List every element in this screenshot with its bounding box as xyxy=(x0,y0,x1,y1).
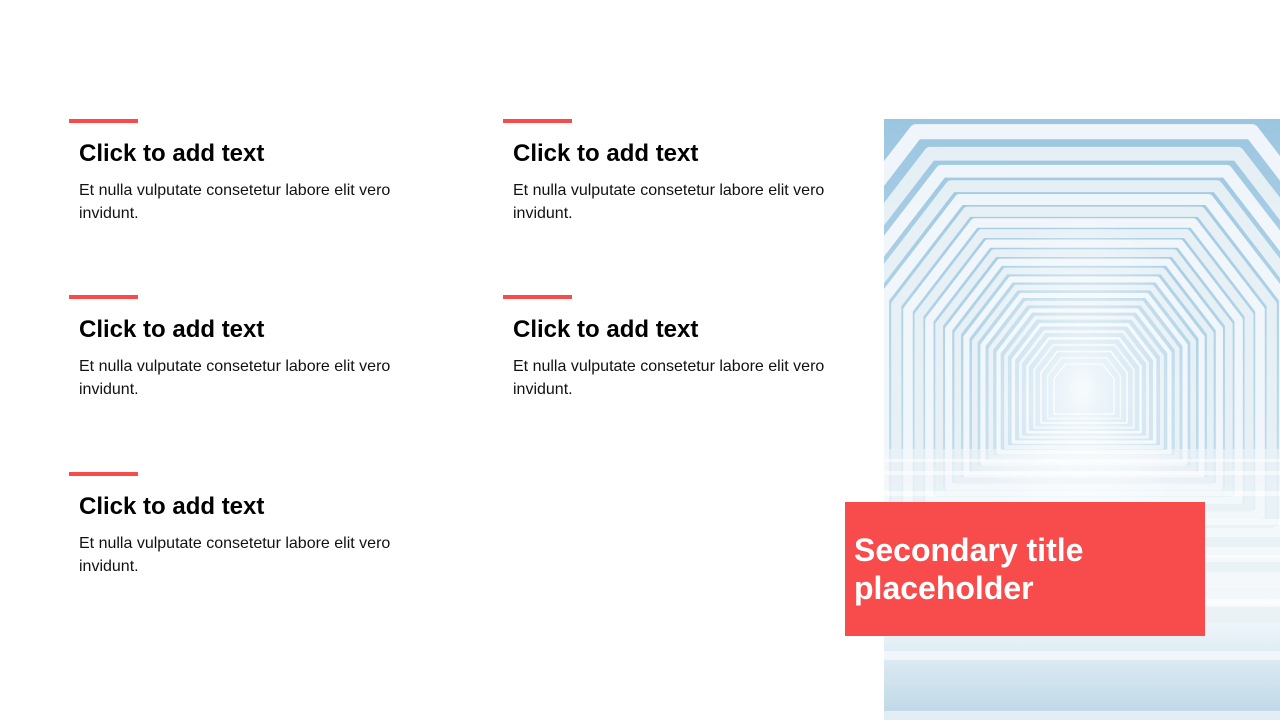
accent-bar xyxy=(69,295,138,299)
block-body[interactable]: Et nulla vulputate consetetur labore elit vero invidunt. xyxy=(513,358,825,398)
text-block-2[interactable] xyxy=(503,119,863,239)
text-block-5[interactable] xyxy=(69,472,429,592)
accent-bar xyxy=(503,119,572,123)
block-body[interactable]: Et nulla vulputate consetetur labore elit vero invidunt. xyxy=(79,535,391,575)
block-body[interactable]: Et nulla vulputate consetetur labore elit vero invidunt. xyxy=(79,182,391,222)
block-title[interactable]: Click to add text xyxy=(513,316,699,343)
accent-bar xyxy=(69,119,138,123)
block-body[interactable]: Et nulla vulputate consetetur labore elit vero invidunt. xyxy=(513,182,825,222)
block-title[interactable]: Click to add text xyxy=(79,140,265,167)
text-block-1[interactable] xyxy=(69,119,429,239)
block-title[interactable]: Click to add text xyxy=(79,316,265,343)
secondary-title[interactable]: Secondary title placeholder xyxy=(854,532,1084,606)
accent-bar xyxy=(69,472,138,476)
secondary-title-box[interactable] xyxy=(845,502,1205,636)
block-title[interactable]: Click to add text xyxy=(513,140,699,167)
block-body[interactable]: Et nulla vulputate consetetur labore elit vero invidunt. xyxy=(79,358,391,398)
text-block-3[interactable] xyxy=(69,295,429,415)
text-block-4[interactable] xyxy=(503,295,863,415)
block-title[interactable]: Click to add text xyxy=(79,493,265,520)
accent-bar xyxy=(503,295,572,299)
